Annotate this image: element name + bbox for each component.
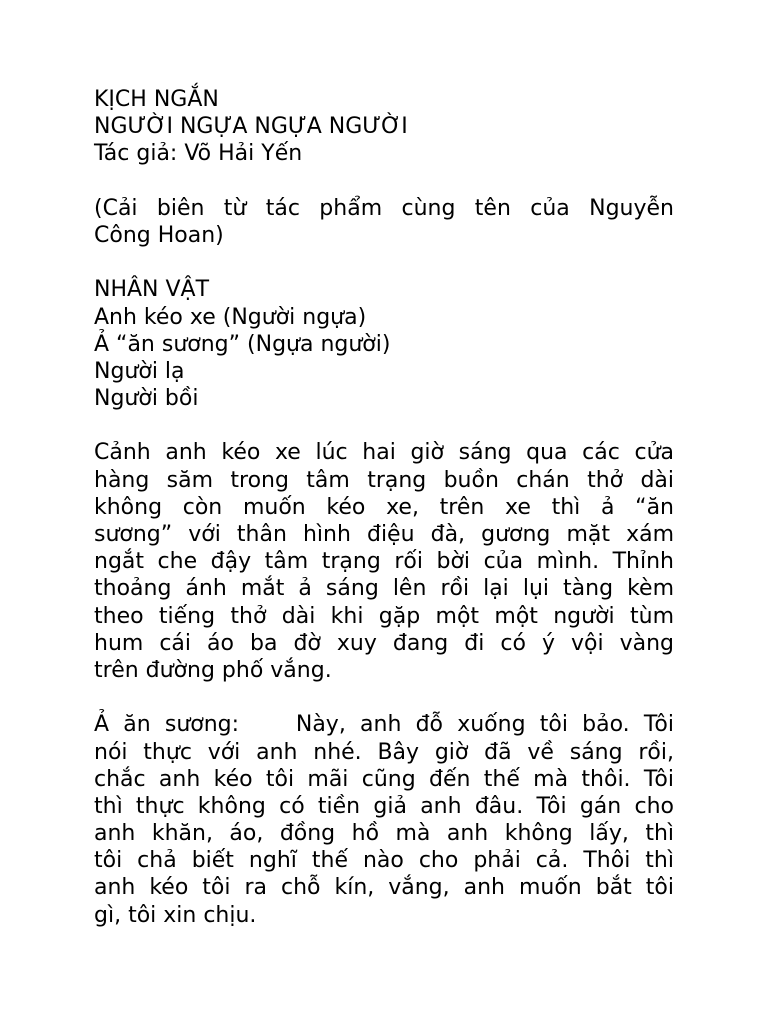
author-line: Tác giả: Võ Hải Yến [94, 141, 303, 167]
play-title: NGƯỜI NGỰA NGỰA NGƯỜI [94, 114, 408, 140]
character-item: Người bồi [94, 386, 199, 412]
spacer [94, 412, 674, 439]
dialogue-line: anh khăn, áo, đồng hồ mà anh không lấy, thì [94, 821, 674, 847]
scene-line: sương” với thân hình điệu đà, gương mặt xám [94, 522, 674, 547]
scene-line: không còn muốn kéo xe, trên xe thì ả “ăn [94, 494, 674, 520]
dialogue-block [94, 711, 674, 929]
scene-line: thoảng ánh mắt ả sáng lên rồi lại lụi tàng kèm [94, 576, 674, 602]
scene-line: hàng săm trong tâm trạng buồn chán thở dài [94, 467, 674, 493]
characters-heading: NHÂN VẬT [94, 277, 210, 303]
scene-line: ngắt che đậy tâm trạng rối bời của mình. Thỉnh [94, 549, 674, 575]
play-type-heading: KỊCH NGẮN [94, 87, 219, 112]
spacer [94, 168, 674, 195]
dialogue-line: tôi chả biết nghĩ thế nào cho phải cả. Thôi thì [94, 848, 674, 874]
character-item: Người lạ [94, 358, 185, 384]
character-item: Anh kéo xe (Người ngựa) [94, 304, 367, 330]
adaptation-note [94, 195, 674, 249]
dialogue-line: chắc anh kéo tôi mãi cũng đến thế mà thôi. Tôi [94, 766, 674, 792]
scene-description [94, 439, 674, 684]
dialogue-line: nói thực với anh nhé. Bây giờ đã về sáng rồi, [94, 739, 674, 765]
scene-line: Cảnh anh kéo xe lúc hai giờ sáng qua các cửa [94, 440, 674, 466]
spacer [94, 684, 674, 711]
document-page [94, 86, 674, 929]
note-line: (Cải biên từ tác phẩm cùng tên của Nguyễn [94, 195, 674, 221]
dialogue-line: anh kéo tôi ra chỗ kín, vắng, anh muốn bắt tôi [94, 875, 674, 901]
note-line: Công Hoan) [94, 222, 224, 248]
scene-line: hum cái áo ba đờ xuy đang đi có ý vội vàng [94, 630, 674, 656]
scene-line: theo tiếng thở dài khi gặp một một người tùm [94, 603, 674, 629]
spacer [94, 249, 674, 276]
dialogue-line: Ả ăn sương: Này, anh đỗ xuống tôi bảo. Tôi [94, 712, 674, 738]
scene-line: trên đường phố vắng. [94, 657, 332, 683]
dialogue-line: thì thực không có tiền giả anh đâu. Tôi gán cho [94, 793, 674, 819]
dialogue-line: gì, tôi xin chịu. [94, 902, 257, 928]
character-item: Ả “ăn sương” (Ngựa người) [94, 331, 391, 357]
